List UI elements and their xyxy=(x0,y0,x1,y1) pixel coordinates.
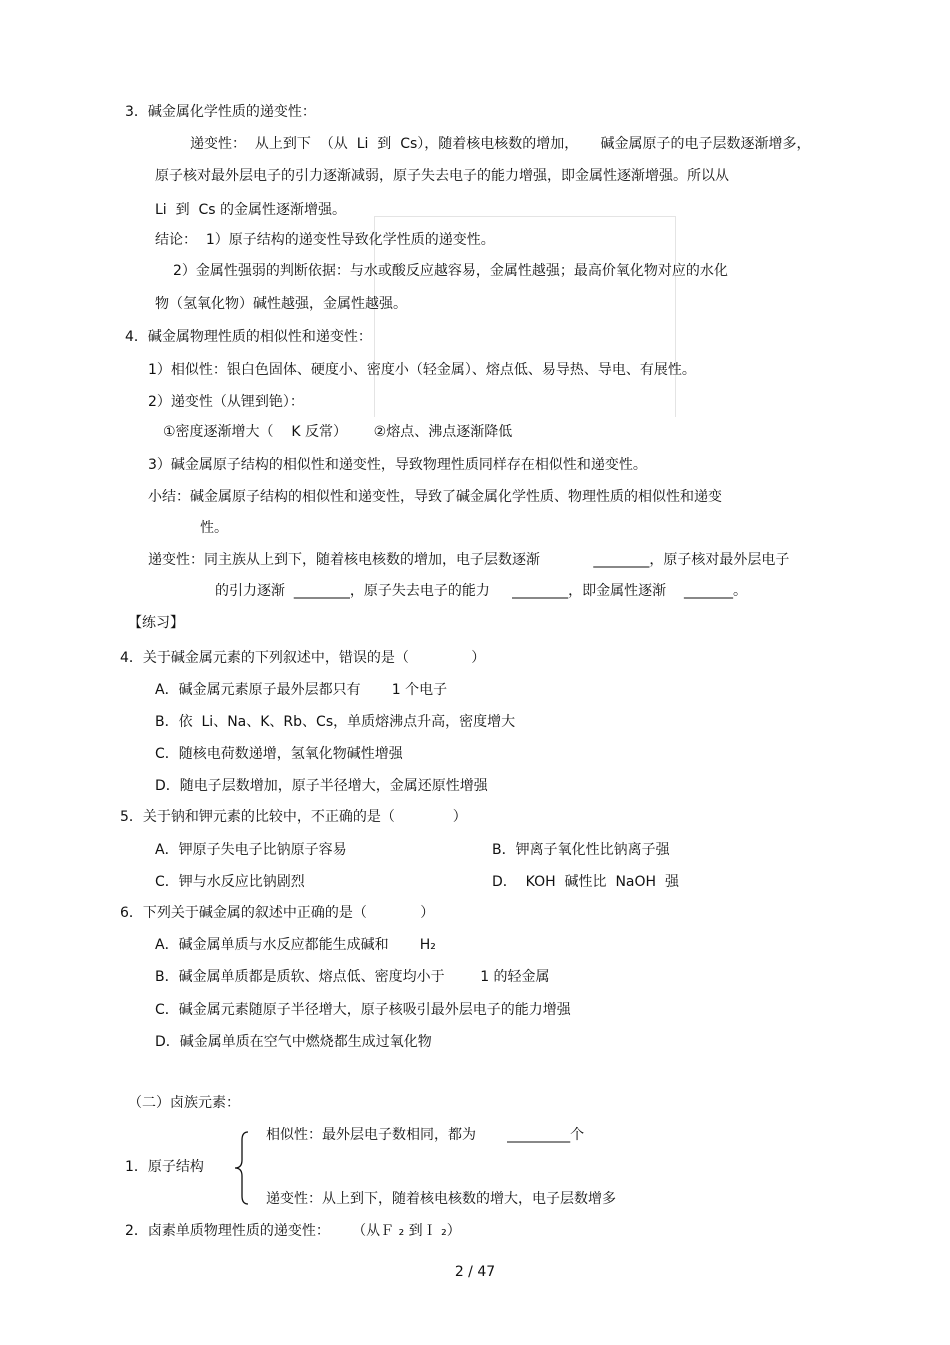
text-line: 递变性：从上到下，随着核电核数的增大，电子层数增多 xyxy=(266,1191,616,1207)
text-line: C．碱金属元素随原子半径增大，原子核吸引最外层电子的能力增强 xyxy=(155,1002,571,1018)
text-line: B．依 Li、Na、K、Rb、Cs，单质熔沸点升高，密度增大 xyxy=(155,714,516,730)
text-line: 4．关于碱金属元素的下列叙述中，错误的是（ ） xyxy=(120,650,486,666)
text-line: 递变性：同主族从上到下，随着核电核数的增加，电子层数逐渐 ________，原子核对最外层电子 xyxy=(148,552,790,568)
text-line: 的引力逐渐 ________，原子失去电子的能力 ________，即金属性逐渐 _______。 xyxy=(215,583,747,599)
text-line: 2）金属性强弱的判断依据：与水或酸反应越容易，金属性越强；最高价氧化物对应的水化 xyxy=(173,263,728,279)
text-line: 物（氢氧化物）碱性越强，金属性越强。 xyxy=(155,296,407,312)
text-line: 1）相似性：银白色固体、硬度小、密度小（轻金属）、熔点低、易导热、导电、有展性。 xyxy=(148,362,696,378)
text-line: A．钾原子失电子比钠原子容易 xyxy=(155,842,347,858)
text-line: 小结：碱金属原子结构的相似性和递变性，导致了碱金属化学性质、物理性质的相似性和递变 xyxy=(148,489,722,505)
text-line: D．碱金属单质在空气中燃烧都生成过氧化物 xyxy=(155,1034,432,1050)
text-line: 3）碱金属原子结构的相似性和递变性，导致物理性质同样存在相似性和递变性。 xyxy=(148,457,647,473)
text-line: 3．碱金属化学性质的递变性： xyxy=(125,104,316,120)
text-line: 4．碱金属物理性质的相似性和递变性： xyxy=(125,329,372,345)
page-number: 2 / 47 xyxy=(454,1264,496,1280)
text-line: （二）卤族元素： xyxy=(128,1095,240,1111)
text-line: 2．卤素单质物理性质的递变性： （从Ｆ ₂ 到Ｉ ₂） xyxy=(125,1223,461,1239)
text-line: 结论： 1）原子结构的递变性导致化学性质的递变性。 xyxy=(155,232,495,248)
text-line: A．碱金属元素原子最外层都只有 1 个电子 xyxy=(155,682,448,698)
text-line: Li 到 Cs 的金属性逐渐增强。 xyxy=(155,202,347,218)
text-line: D．随电子层数增加，原子半径增大，金属还原性增强 xyxy=(155,778,488,794)
text-line: 5．关于钠和钾元素的比较中，不正确的是（ ） xyxy=(120,809,467,825)
text-line: 【练习】 xyxy=(128,615,184,631)
curly-brace-icon xyxy=(232,1130,252,1206)
text-line: C．随核电荷数递增，氢氧化物碱性增强 xyxy=(155,746,403,762)
text-line: 原子核对最外层电子的引力逐渐减弱，原子失去电子的能力增强，即金属性逐渐增强。所以从 xyxy=(155,168,729,184)
text-line: 递变性： 从上到下 （从 Li 到 Cs），随着核电核数的增加， 碱金属原子的电子层数逐渐增多， xyxy=(190,136,811,152)
text-line: ①密度逐渐增大（ K 反常） ②熔点、沸点逐渐降低 xyxy=(163,424,513,440)
text-line: C．钾与水反应比钠剧烈 xyxy=(155,874,305,890)
text-line: A．碱金属单质与水反应都能生成碱和 H₂ xyxy=(155,937,436,953)
text-line: 6．下列关于碱金属的叙述中正确的是（ ） xyxy=(120,905,435,921)
text-line: 性。 xyxy=(200,520,228,536)
text-line: B．碱金属单质都是质软、熔点低、密度均小于 1 的轻金属 xyxy=(155,969,550,985)
text-line: B．钾离子氧化性比钠离子强 xyxy=(492,842,670,858)
text-line: 相似性：最外层电子数相同，都为 _________个 xyxy=(266,1127,585,1143)
text-line: D． KOH 碱性比 NaOH 强 xyxy=(492,874,679,890)
text-line: 2）递变性（从锂到铯）： xyxy=(148,394,304,410)
text-line: 1．原子结构 xyxy=(125,1159,204,1175)
